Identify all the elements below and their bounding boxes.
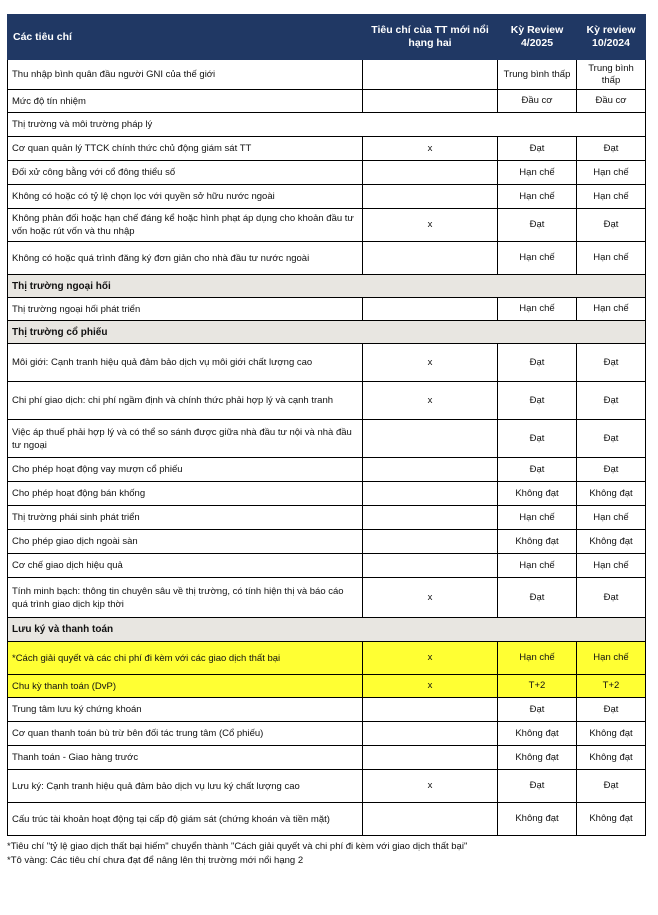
review-oct-2024-cell: Hạn chế [577, 554, 646, 578]
table-body [8, 60, 646, 836]
table-row [8, 137, 646, 161]
section-row [8, 321, 646, 344]
review-apr-2025-cell: Không đạt [498, 746, 577, 770]
secondary-criterion-cell [363, 298, 498, 321]
section-row [8, 618, 646, 642]
review-oct-2024-cell: Đạt [577, 420, 646, 458]
table-row [8, 722, 646, 746]
table-row [8, 578, 646, 618]
criterion-cell: Lưu ký: Cạnh tranh hiệu quả đảm bảo dịch vụ lưu ký chất lượng cao [8, 770, 363, 803]
subheader-title: Thị trường và môi trường pháp lý [8, 113, 646, 137]
criterion-cell: Việc áp thuế phải hợp lý và có thể so sánh được giữa nhà đầu tư nội và nhà đầu tư ngoại [8, 420, 363, 458]
criteria-table [7, 14, 646, 836]
review-apr-2025-cell: Đầu cơ [498, 90, 577, 113]
secondary-criterion-cell [363, 60, 498, 90]
secondary-criterion-cell [363, 161, 498, 185]
criterion-cell: Cho phép giao dịch ngoài sàn [8, 530, 363, 554]
criterion-cell: Đối xử công bằng với cổ đông thiểu số [8, 161, 363, 185]
header-review-oct-2024: Kỳ review 10/2024 [577, 15, 646, 60]
criterion-cell: Cấu trúc tài khoản hoạt động tại cấp độ giám sát (chứng khoán và tiền mặt) [8, 803, 363, 836]
table-row [8, 698, 646, 722]
table-row [8, 209, 646, 242]
secondary-criterion-cell [363, 90, 498, 113]
review-oct-2024-cell: Đạt [577, 770, 646, 803]
subheader-row [8, 113, 646, 137]
secondary-criterion-cell [363, 698, 498, 722]
review-apr-2025-cell: Không đạt [498, 722, 577, 746]
review-apr-2025-cell: Đạt [498, 420, 577, 458]
table-row [8, 185, 646, 209]
secondary-criterion-cell [363, 482, 498, 506]
review-apr-2025-cell: Đạt [498, 344, 577, 382]
table-row [8, 506, 646, 530]
criterion-cell: Cho phép hoạt động bán khống [8, 482, 363, 506]
review-apr-2025-cell: Hạn chế [498, 298, 577, 321]
criterion-cell: Cơ quan thanh toán bù trừ bên đối tác trung tâm (Cổ phiếu) [8, 722, 363, 746]
table-row [8, 770, 646, 803]
review-oct-2024-cell: Không đạt [577, 722, 646, 746]
review-oct-2024-cell: Đạt [577, 698, 646, 722]
review-oct-2024-cell: Đạt [577, 344, 646, 382]
secondary-criterion-cell: x [363, 209, 498, 242]
header-review-apr-2025: Kỳ Review 4/2025 [498, 15, 577, 60]
review-apr-2025-cell: Không đạt [498, 530, 577, 554]
review-oct-2024-cell: Hạn chế [577, 642, 646, 675]
secondary-criterion-cell: x [363, 578, 498, 618]
review-oct-2024-cell: Trung bình thấp [577, 60, 646, 90]
review-apr-2025-cell: Hạn chế [498, 242, 577, 275]
review-oct-2024-cell: Không đạt [577, 746, 646, 770]
table-row [8, 482, 646, 506]
secondary-criterion-cell [363, 554, 498, 578]
review-oct-2024-cell: Hạn chế [577, 506, 646, 530]
criteria-table-container [7, 14, 645, 867]
review-apr-2025-cell: Không đạt [498, 803, 577, 836]
review-oct-2024-cell: Đạt [577, 578, 646, 618]
header-criteria: Các tiêu chí [8, 15, 363, 60]
review-oct-2024-cell: Không đạt [577, 482, 646, 506]
criterion-cell: Cơ quan quản lý TTCK chính thức chủ động giám sát TT [8, 137, 363, 161]
footnote: *Tiêu chí "tỷ lệ giao dịch thất bại hiếm" chuyển thành "Cách giải quyết và chi phí đi kèm với giao dịch thất bại" [7, 841, 468, 852]
section-row [8, 275, 646, 298]
footnote: *Tô vàng: Các tiêu chí chưa đạt để nâng lên thị trường mới nổi hạng 2 [7, 854, 304, 866]
review-oct-2024-cell: Hạn chế [577, 185, 646, 209]
review-oct-2024-cell: Không đạt [577, 803, 646, 836]
review-apr-2025-cell: Đạt [498, 382, 577, 420]
review-oct-2024-cell: Hạn chế [577, 161, 646, 185]
review-apr-2025-cell: Hạn chế [498, 642, 577, 675]
review-oct-2024-cell: Đạt [577, 458, 646, 482]
table-row [8, 60, 646, 90]
criterion-cell: Mức độ tín nhiệm [8, 90, 363, 113]
review-apr-2025-cell: Đạt [498, 770, 577, 803]
review-apr-2025-cell: T+2 [498, 675, 577, 698]
criterion-cell: *Cách giải quyết và các chi phí đi kèm với các giao dịch thất bại [8, 642, 363, 675]
secondary-criterion-cell: x [363, 137, 498, 161]
review-oct-2024-cell: Đầu cơ [577, 90, 646, 113]
secondary-criterion-cell: x [363, 770, 498, 803]
review-apr-2025-cell: Đạt [498, 137, 577, 161]
table-row [8, 382, 646, 420]
criterion-cell: Môi giới: Cạnh tranh hiệu quả đảm bảo dịch vụ môi giới chất lượng cao [8, 344, 363, 382]
table-header-row [8, 15, 646, 60]
table-row [8, 242, 646, 275]
secondary-criterion-cell [363, 530, 498, 554]
section-title: Thị trường cổ phiếu [8, 321, 646, 344]
review-apr-2025-cell: Hạn chế [498, 161, 577, 185]
criterion-cell: Tính minh bạch: thông tin chuyên sâu về thị trường, có tính hiện thị và báo cáo quá trình giao dịch kịp thời [8, 578, 363, 618]
review-apr-2025-cell: Không đạt [498, 482, 577, 506]
review-apr-2025-cell: Hạn chế [498, 506, 577, 530]
section-title: Lưu ký và thanh toán [8, 618, 646, 642]
secondary-criterion-cell [363, 746, 498, 770]
criterion-cell: Không phản đối hoặc hạn chế đáng kể hoặc hình phạt áp dụng cho khoản đầu tư vốn hoặc rút vốn và thu nhập [8, 209, 363, 242]
criterion-cell: Không có hoặc quá trình đăng ký đơn giản cho nhà đầu tư nước ngoài [8, 242, 363, 275]
review-apr-2025-cell: Đạt [498, 578, 577, 618]
section-title: Thị trường ngoại hối [8, 275, 646, 298]
secondary-criterion-cell [363, 242, 498, 275]
review-oct-2024-cell: Hạn chế [577, 298, 646, 321]
review-oct-2024-cell: T+2 [577, 675, 646, 698]
criterion-cell: Thị trường ngoại hối phát triển [8, 298, 363, 321]
table-row [8, 554, 646, 578]
criterion-cell: Cơ chế giao dịch hiệu quả [8, 554, 363, 578]
criterion-cell: Thu nhập bình quân đầu người GNI của thế giới [8, 60, 363, 90]
review-oct-2024-cell: Hạn chế [577, 242, 646, 275]
table-row [8, 298, 646, 321]
review-oct-2024-cell: Đạt [577, 209, 646, 242]
secondary-criterion-cell: x [363, 344, 498, 382]
secondary-criterion-cell: x [363, 642, 498, 675]
review-oct-2024-cell: Không đạt [577, 530, 646, 554]
table-row [8, 803, 646, 836]
table-row [8, 344, 646, 382]
review-apr-2025-cell: Đạt [498, 209, 577, 242]
review-apr-2025-cell: Hạn chế [498, 554, 577, 578]
table-row [8, 675, 646, 698]
secondary-criterion-cell [363, 506, 498, 530]
review-apr-2025-cell: Hạn chế [498, 185, 577, 209]
review-apr-2025-cell: Đạt [498, 698, 577, 722]
review-oct-2024-cell: Đạt [577, 382, 646, 420]
secondary-criterion-cell [363, 420, 498, 458]
secondary-criterion-cell: x [363, 675, 498, 698]
secondary-criterion-cell [363, 803, 498, 836]
review-apr-2025-cell: Đạt [498, 458, 577, 482]
secondary-criterion-cell: x [363, 382, 498, 420]
criterion-cell: Không có hoặc có tỷ lệ chọn lọc với quyền sở hữu nước ngoài [8, 185, 363, 209]
secondary-criterion-cell [363, 722, 498, 746]
table-row [8, 642, 646, 675]
table-row [8, 161, 646, 185]
criterion-cell: Thị trường phái sinh phát triển [8, 506, 363, 530]
review-apr-2025-cell: Trung bình thấp [498, 60, 577, 90]
secondary-criterion-cell [363, 458, 498, 482]
footnotes [7, 840, 645, 867]
table-row [8, 90, 646, 113]
criterion-cell: Chi phí giao dịch: chi phí ngầm định và chính thức phải hợp lý và cạnh tranh [8, 382, 363, 420]
table-row [8, 530, 646, 554]
review-oct-2024-cell: Đạt [577, 137, 646, 161]
criterion-cell: Cho phép hoạt động vay mượn cổ phiếu [8, 458, 363, 482]
criterion-cell: Chu kỳ thanh toán (DvP) [8, 675, 363, 698]
table-row [8, 420, 646, 458]
criterion-cell: Trung tâm lưu ký chứng khoán [8, 698, 363, 722]
criterion-cell: Thanh toán - Giao hàng trước [8, 746, 363, 770]
table-row [8, 458, 646, 482]
secondary-criterion-cell [363, 185, 498, 209]
table-row [8, 746, 646, 770]
header-secondary-emerging: Tiêu chí của TT mới nổi hạng hai [363, 15, 498, 60]
